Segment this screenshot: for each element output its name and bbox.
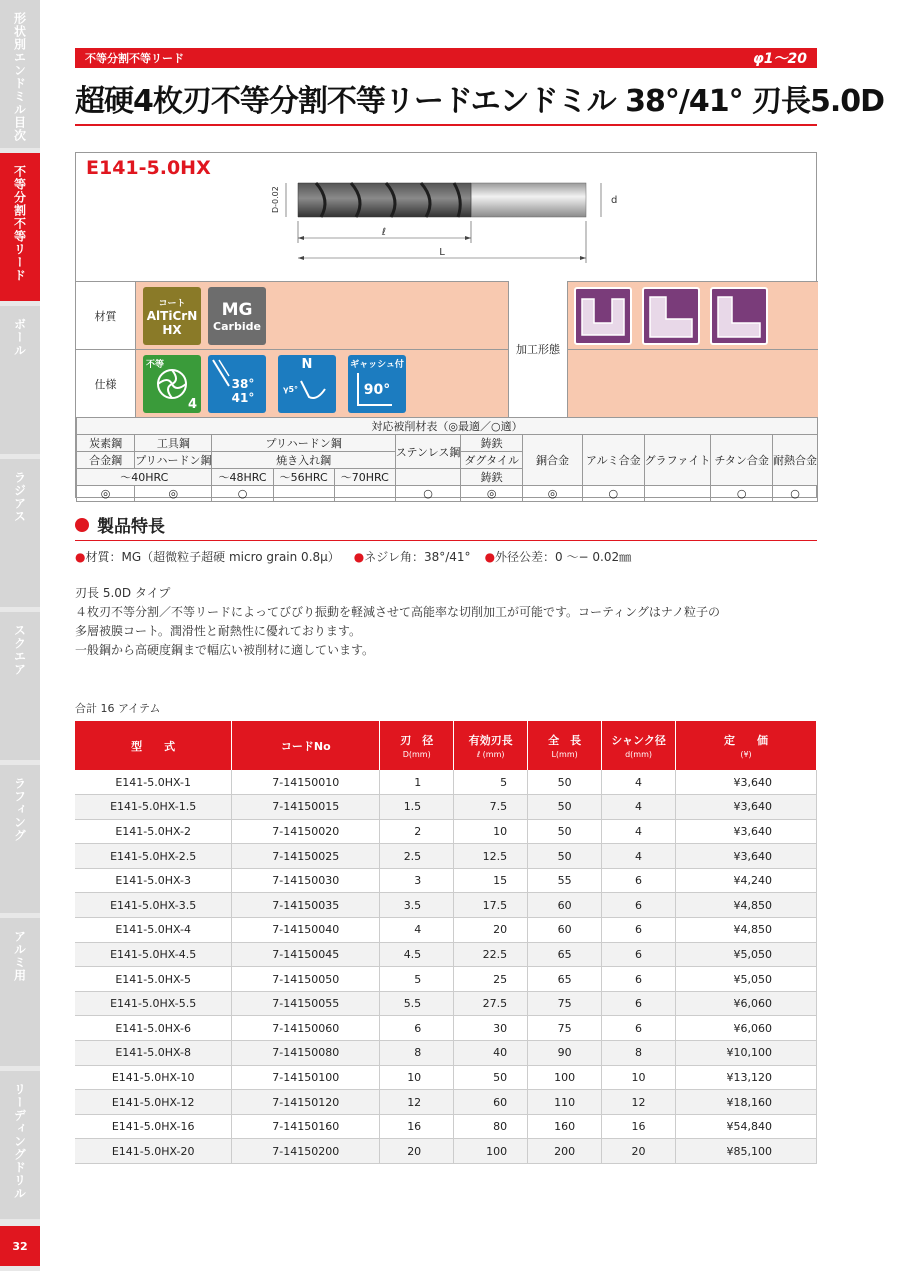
table-cell: 6: [602, 942, 676, 967]
table-cell: 7-14150010: [232, 770, 380, 795]
table-cell: 75: [528, 991, 602, 1016]
material-label: 材質: [76, 282, 136, 350]
bullet-icon: ●: [484, 550, 496, 564]
mark-carbon-steel: ◎: [77, 486, 135, 502]
column-header: コードNo: [232, 721, 380, 770]
mark-56hrc: [273, 486, 334, 502]
table-cell: 60: [528, 918, 602, 943]
coating-badge: コート AlTiCrN HX: [143, 287, 201, 345]
table-cell: 90: [528, 1041, 602, 1066]
table-row: [75, 991, 817, 1016]
gash-angle-icon: [354, 371, 394, 409]
table-cell: E141-5.0HX-6: [75, 1016, 232, 1041]
table-cell: 7-14150020: [232, 819, 380, 844]
table-cell: 10: [602, 1065, 676, 1090]
table-cell: 8: [602, 1041, 676, 1066]
table-cell: 3: [380, 868, 454, 893]
table-cell: 160: [528, 1114, 602, 1139]
table-cell: 10: [454, 819, 528, 844]
product-code: E141-5.0HX: [86, 157, 211, 179]
table-cell: 6: [602, 991, 676, 1016]
table-cell: 6: [602, 918, 676, 943]
shank-dia-label: d: [611, 195, 618, 206]
table-cell: ¥4,240: [676, 868, 817, 893]
table-cell: 2: [380, 819, 454, 844]
column-header: 有効刃長 ℓ (mm): [454, 721, 528, 770]
mark-aluminum: ○: [583, 486, 645, 502]
table-cell: 60: [454, 1090, 528, 1115]
table-row: [75, 1090, 817, 1115]
table-cell: 17.5: [454, 893, 528, 918]
table-row: [75, 1016, 817, 1041]
table-cell: ¥5,050: [676, 967, 817, 992]
table-cell: ¥6,060: [676, 991, 817, 1016]
table-cell: E141-5.0HX-10: [75, 1065, 232, 1090]
table-cell: 7-14150060: [232, 1016, 380, 1041]
column-header: 型 式: [75, 721, 232, 770]
table-cell: E141-5.0HX-5.5: [75, 991, 232, 1016]
shank-body: [471, 183, 586, 217]
table-cell: 50: [454, 1065, 528, 1090]
table-cell: 15: [454, 868, 528, 893]
page-title: 超硬4枚刃不等分割不等リードエンドミル 38°/41° 刃長5.0D: [75, 84, 885, 119]
table-cell: ¥3,640: [676, 795, 817, 820]
table-cell: ¥85,100: [676, 1139, 817, 1164]
table-cell: 5: [454, 770, 528, 795]
table-cell: E141-5.0HX-1.5: [75, 795, 232, 820]
mg-carbide-badge: MG Carbide: [208, 287, 266, 345]
table-cell: ¥6,060: [676, 1016, 817, 1041]
workpiece-table: 対応被削材表（◎最適／○適） 炭素鋼 工具鋼 プリハードン鋼 ステンレス鋼 鋳鉄 銅合金 アルミ合金 グラファイト チタン合金 耐熱合金 合金鋼 プリハードン鋼 焼き入れ鋼 ダグタイル 〜40HRC 〜48HRC 〜56HRC 〜70HRC 鋳鉄 ◎ ◎ ○ ○ ◎ ◎ ○ ○ ○: [76, 417, 818, 502]
table-cell: 55: [528, 868, 602, 893]
mark-titanium: ○: [711, 486, 773, 502]
table-row: [75, 770, 817, 795]
table-cell: ¥4,850: [676, 918, 817, 943]
side-tab[interactable]: ラフィング: [0, 765, 40, 913]
page-number: 32: [0, 1226, 40, 1266]
table-cell: ¥13,120: [676, 1065, 817, 1090]
table-cell: 50: [528, 819, 602, 844]
unequal-4flute-badge: 不等 4: [143, 355, 201, 413]
table-row: [75, 1139, 817, 1164]
endmill-drawing: [256, 163, 636, 273]
table-cell: ¥3,640: [676, 844, 817, 869]
flute-cross-section-icon: [154, 366, 190, 402]
title-divider: [75, 124, 817, 126]
table-row: [75, 844, 817, 869]
table-cell: 6: [602, 967, 676, 992]
table-cell: 4: [380, 918, 454, 943]
table-cell: E141-5.0HX-20: [75, 1139, 232, 1164]
table-cell: E141-5.0HX-5: [75, 967, 232, 992]
table-cell: 100: [528, 1065, 602, 1090]
diameter-range: φ1〜20: [752, 51, 807, 67]
table-cell: 22.5: [454, 942, 528, 967]
table-cell: ¥10,100: [676, 1041, 817, 1066]
material-row: [76, 281, 818, 349]
process-label: 加工形態: [508, 281, 568, 417]
product-table: [75, 721, 817, 1164]
feature-description: 刃長 5.0D タイプ ４枚刃不等分割／不等リードによってびびり振動を軽減させて高能率な切削加工が可能です。コーティングはナノ粒子の 多層被膜コート。潤滑性と耐熱性に優れております。 一般鋼から高硬度鋼まで幅広い被削材に適しています。: [75, 586, 721, 657]
table-cell: 7-14150045: [232, 942, 380, 967]
table-cell: 4.5: [380, 942, 454, 967]
table-cell: 7-14150035: [232, 893, 380, 918]
mark-copper: ◎: [522, 486, 582, 502]
table-row: [75, 942, 817, 967]
table-cell: 5: [380, 967, 454, 992]
table-cell: 6: [602, 868, 676, 893]
table-cell: E141-5.0HX-4.5: [75, 942, 232, 967]
table-cell: 7-14150040: [232, 918, 380, 943]
column-header: 定 価 (¥): [676, 721, 817, 770]
table-cell: 50: [528, 795, 602, 820]
table-cell: 40: [454, 1041, 528, 1066]
table-row: [75, 795, 817, 820]
table-cell: E141-5.0HX-3.5: [75, 893, 232, 918]
table-cell: 7-14150080: [232, 1041, 380, 1066]
rake-angle-badge: N γ5°: [278, 355, 336, 413]
mark-70hrc: [334, 486, 395, 502]
table-cell: 30: [454, 1016, 528, 1041]
table-row: [75, 967, 817, 992]
slotting-icon: [574, 287, 632, 345]
table-cell: 1.5: [380, 795, 454, 820]
table-cell: 16: [602, 1114, 676, 1139]
table-cell: 7-14150030: [232, 868, 380, 893]
table-cell: 200: [528, 1139, 602, 1164]
mark-tool-steel: ◎: [135, 486, 212, 502]
table-cell: 60: [528, 893, 602, 918]
side-tab[interactable]: ボール: [0, 306, 40, 454]
feature-points: ●材質：MG（超微粒子超硬 micro grain 0.8μ） ●ネジレ角：38°/41° ●外径公差：0 〜− 0.02㎜: [75, 550, 632, 564]
table-cell: 7-14150050: [232, 967, 380, 992]
table-cell: 25: [454, 967, 528, 992]
table-cell: 6: [602, 893, 676, 918]
table-row: [75, 819, 817, 844]
table-cell: 20: [380, 1139, 454, 1164]
flute-length-label: ℓ: [381, 227, 387, 238]
table-cell: 10: [380, 1065, 454, 1090]
helix-angle-badge: 38° 41°: [208, 355, 266, 413]
cutter-dia-label: D-0.02: [271, 186, 280, 213]
table-cell: 65: [528, 967, 602, 992]
table-cell: ¥4,850: [676, 893, 817, 918]
item-count: 合計 16 アイテム: [75, 702, 161, 715]
table-cell: 7-14150200: [232, 1139, 380, 1164]
column-header: 刃 径 D(mm): [380, 721, 454, 770]
table-row: [75, 868, 817, 893]
table-cell: 16: [380, 1114, 454, 1139]
table-cell: ¥3,640: [676, 770, 817, 795]
table-cell: ¥18,160: [676, 1090, 817, 1115]
table-cell: E141-5.0HX-2: [75, 819, 232, 844]
table-cell: 65: [528, 942, 602, 967]
table-cell: 75: [528, 1016, 602, 1041]
bullet-icon: ●: [75, 550, 86, 564]
table-cell: 7.5: [454, 795, 528, 820]
table-cell: ¥3,640: [676, 819, 817, 844]
table-cell: 80: [454, 1114, 528, 1139]
spec-label: 仕様: [76, 350, 136, 418]
bullet-icon: [75, 518, 89, 532]
column-header: シャンク径 d(mm): [602, 721, 676, 770]
table-cell: ¥5,050: [676, 942, 817, 967]
features-heading: 製品特長: [75, 512, 165, 537]
table-cell: 7-14150120: [232, 1090, 380, 1115]
mark-stainless: ○: [395, 486, 461, 502]
table-cell: 50: [528, 770, 602, 795]
side-tab[interactable]: 形状別エンドミル目次: [0, 0, 40, 148]
table-row: [75, 1114, 817, 1139]
table-cell: 12: [602, 1090, 676, 1115]
side-tab[interactable]: リーディングドリル: [0, 1071, 40, 1219]
table-cell: 20: [454, 918, 528, 943]
table-cell: E141-5.0HX-2.5: [75, 844, 232, 869]
table-cell: 8: [380, 1041, 454, 1066]
table-cell: E141-5.0HX-8: [75, 1041, 232, 1066]
category-bar: [75, 48, 817, 68]
helix-icon: [211, 358, 231, 388]
table-cell: 4: [602, 770, 676, 795]
mark-48hrc: ○: [212, 486, 273, 502]
column-header: 全 長 L(mm): [528, 721, 602, 770]
table-cell: 4: [602, 844, 676, 869]
mark-graphite: [644, 486, 711, 502]
category-label: 不等分割不等リード: [85, 52, 184, 65]
shoulder-milling-icon: [710, 287, 768, 345]
table-cell: 5.5: [380, 991, 454, 1016]
table-cell: E141-5.0HX-1: [75, 770, 232, 795]
table-cell: 27.5: [454, 991, 528, 1016]
gash-badge: ギャッシュ付 90°: [348, 355, 406, 413]
table-cell: 1: [380, 770, 454, 795]
side-tab[interactable]: アルミ用: [0, 918, 40, 1066]
table-cell: 100: [454, 1139, 528, 1164]
table-cell: 110: [528, 1090, 602, 1115]
table-cell: 3.5: [380, 893, 454, 918]
table-cell: 12: [380, 1090, 454, 1115]
table-cell: 2.5: [380, 844, 454, 869]
side-tab-bar: [0, 0, 40, 1271]
table-cell: ¥54,840: [676, 1114, 817, 1139]
table-cell: 7-14150015: [232, 795, 380, 820]
bullet-icon: ●: [353, 550, 365, 564]
side-tab[interactable]: スクエア: [0, 612, 40, 760]
table-cell: E141-5.0HX-16: [75, 1114, 232, 1139]
table-cell: 7-14150160: [232, 1114, 380, 1139]
table-cell: 7-14150025: [232, 844, 380, 869]
table-row: [75, 918, 817, 943]
table-cell: 6: [602, 1016, 676, 1041]
side-milling-icon: [642, 287, 700, 345]
features-divider: [75, 540, 817, 541]
mark-cast-iron: ◎: [461, 486, 523, 502]
table-cell: E141-5.0HX-4: [75, 918, 232, 943]
workpiece-caption: 対応被削材表（◎最適／○適）: [77, 418, 818, 435]
table-cell: E141-5.0HX-3: [75, 868, 232, 893]
table-cell: E141-5.0HX-12: [75, 1090, 232, 1115]
table-cell: 6: [380, 1016, 454, 1041]
side-tab[interactable]: 不等分割不等リード: [0, 153, 40, 301]
spec-panel: [75, 152, 817, 498]
mark-heat-resistant: ○: [773, 486, 818, 502]
table-cell: 20: [602, 1139, 676, 1164]
spec-row: [76, 349, 818, 417]
table-cell: 4: [602, 795, 676, 820]
table-row: [75, 1065, 817, 1090]
table-cell: 7-14150055: [232, 991, 380, 1016]
total-length-label: L: [439, 247, 445, 258]
table-cell: 4: [602, 819, 676, 844]
table-row: [75, 1041, 817, 1066]
table-row: [75, 893, 817, 918]
table-cell: 7-14150100: [232, 1065, 380, 1090]
side-tab[interactable]: ラジアス: [0, 459, 40, 607]
table-cell: 50: [528, 844, 602, 869]
table-cell: 12.5: [454, 844, 528, 869]
